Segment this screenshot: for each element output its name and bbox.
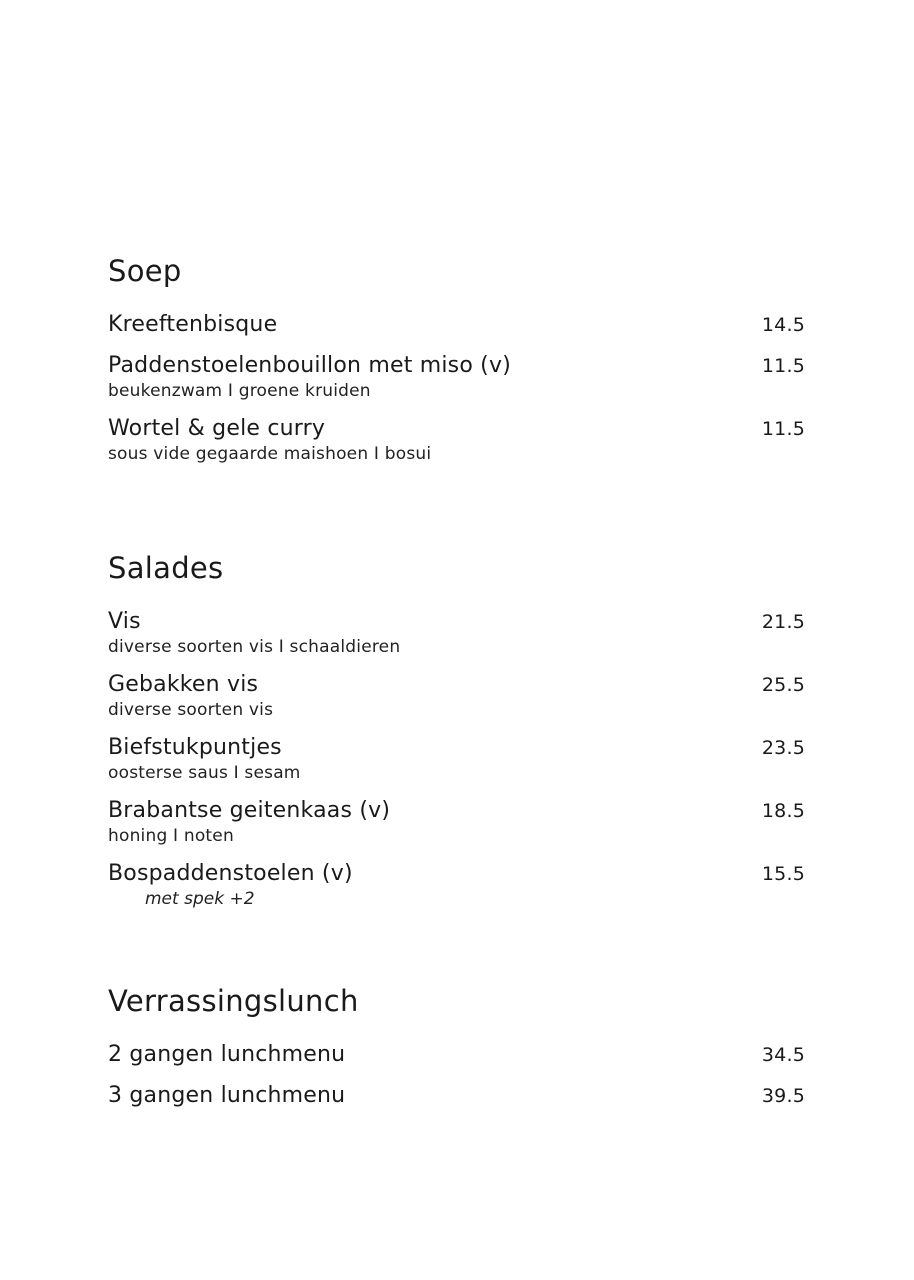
- item-description: oosterse saus I sesam: [108, 763, 301, 783]
- item-name: 2 gangen lunchmenu: [108, 1042, 346, 1067]
- item-name: Kreeftenbisque: [108, 312, 278, 337]
- menu-item: [108, 860, 805, 910]
- item-price: 15.5: [761, 863, 805, 885]
- item-name: 3 gangen lunchmenu: [108, 1083, 346, 1108]
- section-title: Soep: [108, 254, 182, 288]
- section-title: Verrassingslunch: [108, 984, 359, 1018]
- item-price: 11.5: [761, 355, 805, 377]
- menu-item: [108, 1082, 805, 1110]
- item-description: diverse soorten vis: [108, 700, 274, 720]
- item-name: Wortel & gele curry: [108, 416, 326, 441]
- item-description: diverse soorten vis I schaaldieren: [108, 637, 401, 657]
- menu-item: [108, 671, 805, 721]
- item-price: 23.5: [761, 737, 805, 759]
- item-description: honing I noten: [108, 826, 234, 846]
- item-price: 18.5: [761, 800, 805, 822]
- section-title: Salades: [108, 551, 224, 585]
- item-name: Gebakken vis: [108, 672, 259, 697]
- menu-item: [108, 608, 805, 658]
- item-description: beukenzwam I groene kruiden: [108, 381, 371, 401]
- menu-item: [108, 1041, 805, 1069]
- menu-item: [108, 311, 805, 339]
- item-name: Brabantse geitenkaas (v): [108, 798, 391, 823]
- section-verrassingslunch: [108, 983, 805, 1123]
- menu-item: [108, 352, 805, 402]
- item-name: Vis: [108, 609, 141, 634]
- item-note: met spek +2: [145, 889, 255, 909]
- menu-list: [108, 1041, 805, 1110]
- menu-item: [108, 797, 805, 847]
- section-soep: [108, 253, 805, 478]
- item-name: Biefstukpuntjes: [108, 735, 282, 760]
- item-name: Paddenstoelenbouillon met miso (v): [108, 353, 511, 378]
- item-price: 34.5: [761, 1044, 805, 1066]
- item-description: sous vide gegaarde maishoen I bosui: [108, 444, 432, 464]
- menu-item: [108, 734, 805, 784]
- menu-item: [108, 415, 805, 465]
- section-salades: [108, 550, 805, 923]
- item-price: 11.5: [761, 418, 805, 440]
- item-price: 14.5: [761, 314, 805, 336]
- item-price: 39.5: [761, 1085, 805, 1107]
- item-price: 21.5: [761, 611, 805, 633]
- menu-list: [108, 608, 805, 910]
- item-price: 25.5: [761, 674, 805, 696]
- item-name: Bospaddenstoelen (v): [108, 861, 353, 886]
- menu-list: [108, 311, 805, 465]
